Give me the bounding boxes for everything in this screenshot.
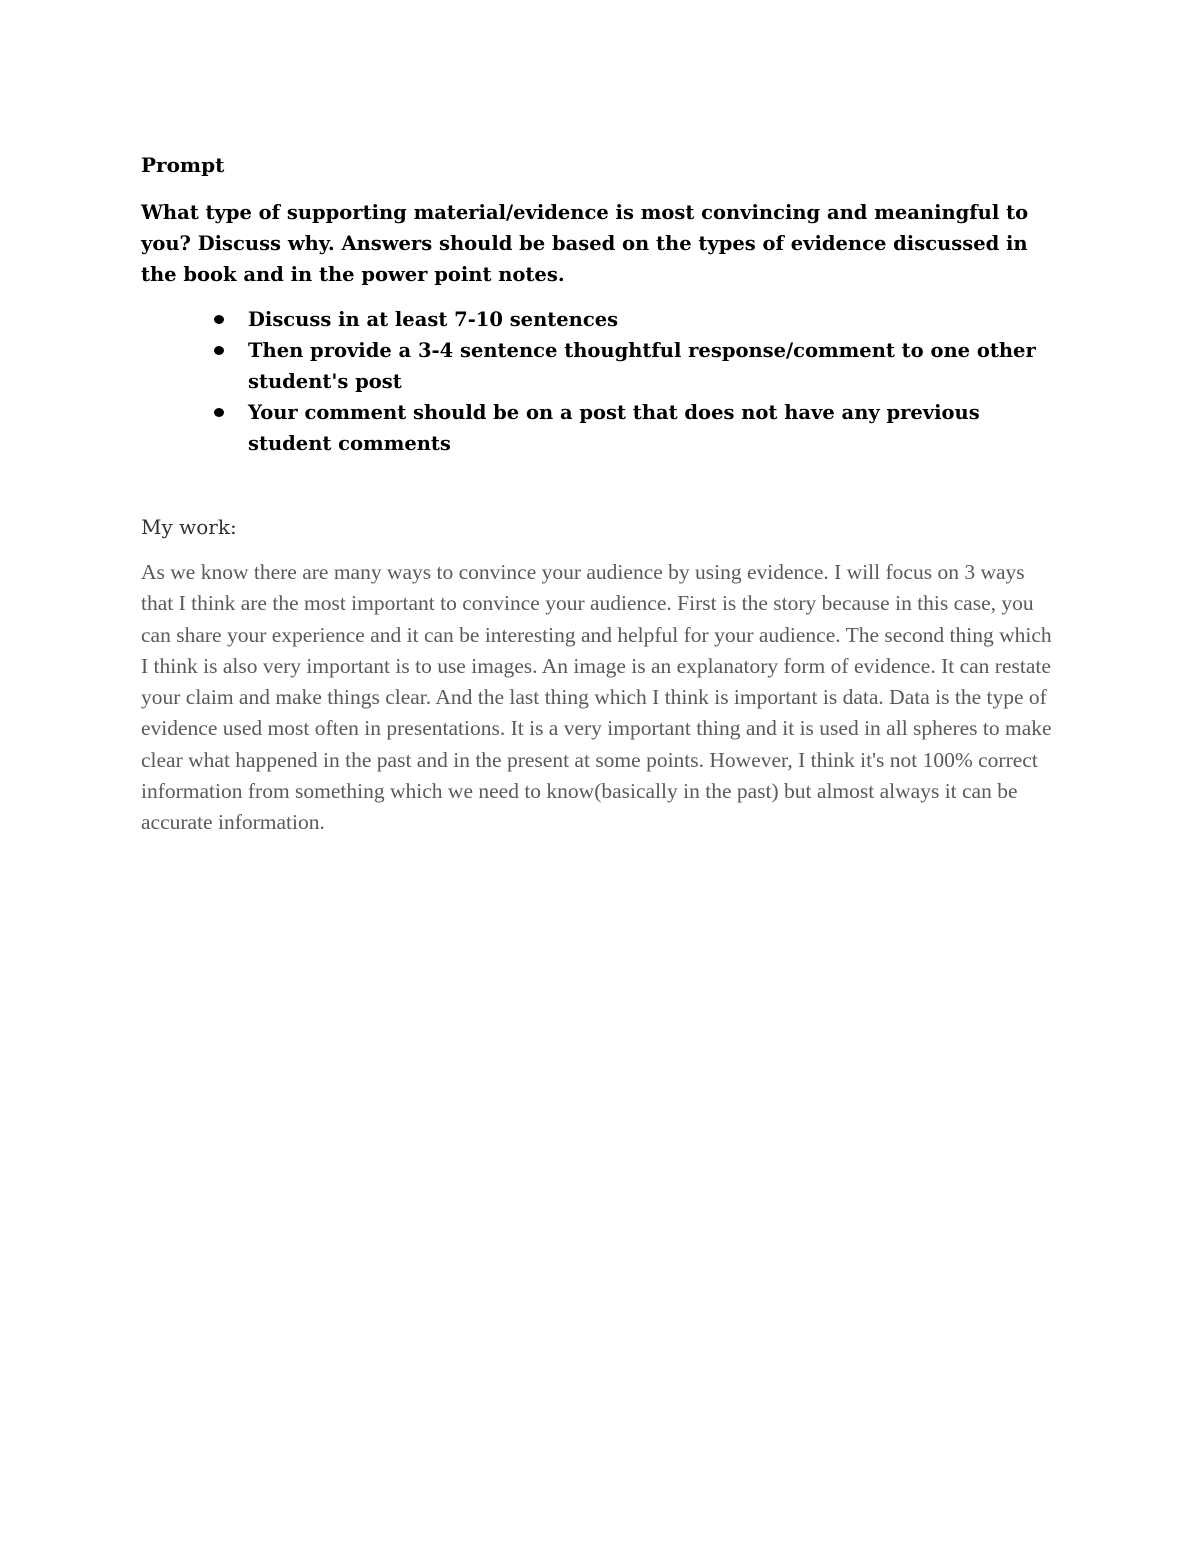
document-content	[141, 150, 1061, 839]
prompt-question: What type of supporting material/evidence is most convincing and meaningful to you? Discuss why. Answers should be based on the types of evidence discussed in the book and in the power point notes.	[141, 201, 1029, 286]
instruction-item	[248, 335, 1061, 397]
instruction-item	[248, 397, 1061, 459]
instruction-text: Your comment should be on a post that does not have any previous student comments	[248, 401, 980, 455]
bullet-icon	[214, 346, 224, 355]
prompt-heading: Prompt	[141, 153, 225, 177]
my-work-label: My work:	[141, 515, 237, 539]
instruction-text: Then provide a 3-4 sentence thoughtful response/comment to one other student's post	[248, 339, 1036, 393]
bullet-icon	[214, 408, 224, 417]
bullet-icon	[214, 315, 224, 324]
instruction-text: Discuss in at least 7-10 sentences	[248, 308, 619, 331]
instruction-list	[141, 304, 1061, 459]
answer-paragraph: As we know there are many ways to convince your audience by using evidence. I will focus on 3 ways that I think are the most important to convince your audience. First is the story because in this case, you can share your experience and it can be interesting and helpful for your audience. The second thing which I think is also very important is to use images. An image is an explanatory form of evidence. It can restate your claim and make things clear. And the last thing which I think is important is data. Data is the type of evidence used most often in presentations. It is a very important thing and it is used in all spheres to make clear what happened in the past and in the present at some points. However, I think it's not 100% correct information from something which we need to know(basically in the past) but almost always it can be accurate information.	[141, 560, 1052, 835]
instruction-item	[248, 304, 1061, 335]
